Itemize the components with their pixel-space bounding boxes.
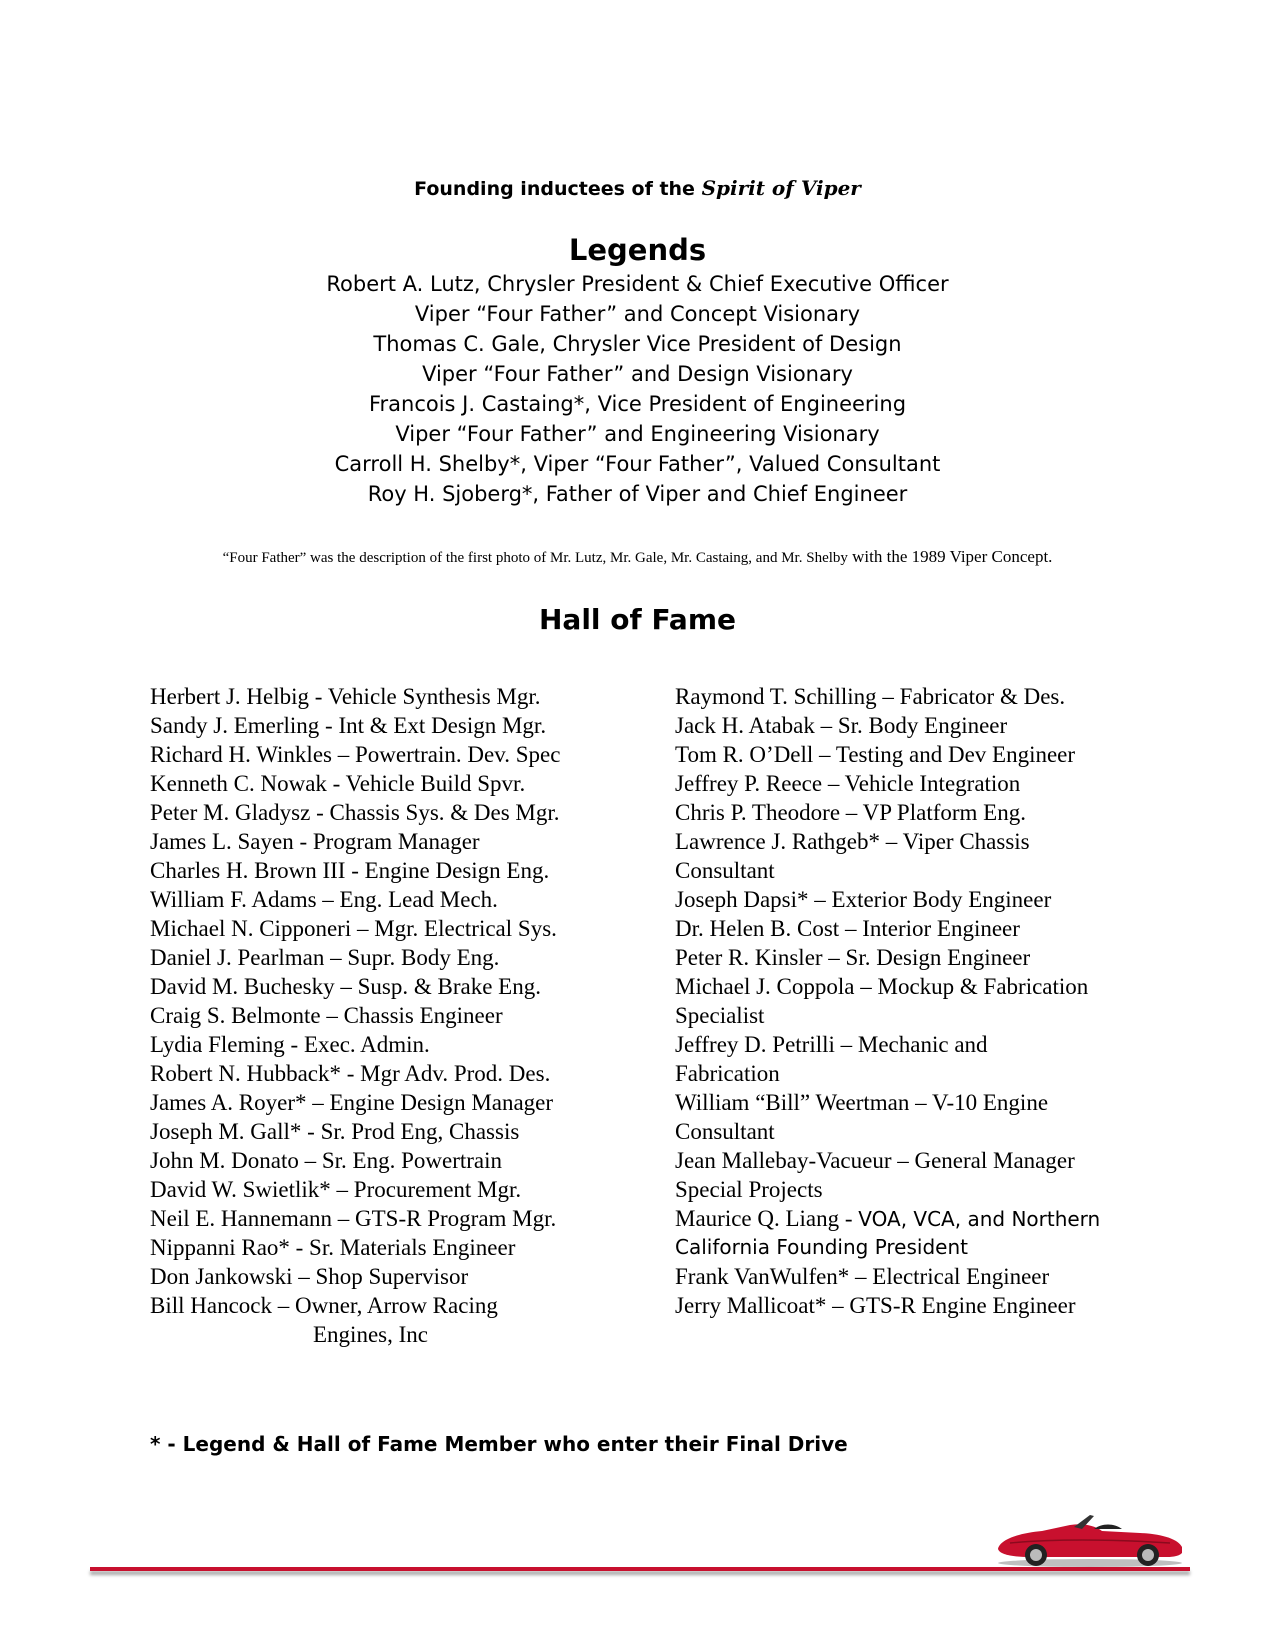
hof-entry: Jeffrey P. Reece – Vehicle Integration	[675, 771, 1021, 796]
hof-entry-continuation: Engines, Inc	[313, 1322, 428, 1347]
hof-entry: James L. Sayen - Program Manager	[150, 829, 480, 854]
legend-line: Francois J. Castaing*, Vice President of Engineering	[368, 392, 907, 416]
legend-line: Viper “Four Father” and Engineering Visionary	[395, 422, 880, 446]
hof-entry: Jack H. Atabak – Sr. Body Engineer	[675, 713, 1008, 738]
hof-entry-continuation: Special Projects	[675, 1177, 823, 1202]
hof-entry: Peter M. Gladysz - Chassis Sys. & Des Mgr.	[150, 800, 560, 825]
footer-rule	[90, 1567, 1190, 1571]
hof-entry: William F. Adams – Eng. Lead Mech.	[150, 887, 498, 912]
hof-entry: Sandy J. Emerling - Int & Ext Design Mgr.	[150, 713, 547, 738]
hof-entry: David M. Buchesky – Susp. & Brake Eng.	[150, 974, 541, 999]
hof-entry: Daniel J. Pearlman – Supr. Body Eng.	[150, 945, 500, 970]
footnote: * - Legend & Hall of Fame Member who enter their Final Drive	[150, 1432, 848, 1456]
hof-entry: Robert N. Hubback* - Mgr Adv. Prod. Des.	[150, 1061, 551, 1086]
hof-entry: Neil E. Hannemann – GTS-R Program Mgr.	[150, 1206, 557, 1231]
hof-entry: Jerry Mallicoat* – GTS-R Engine Engineer	[675, 1293, 1076, 1318]
hof-entry: Chris P. Theodore – VP Platform Eng.	[675, 800, 1026, 825]
hof-entry-continuation: California Founding President	[675, 1235, 968, 1259]
legend-line: Carroll H. Shelby*, Viper “Four Father”, Valued Consultant	[334, 452, 941, 476]
legend-line: Viper “Four Father” and Design Visionary	[422, 362, 853, 386]
legend-line: Robert A. Lutz, Chrysler President & Chief Executive Officer	[326, 272, 949, 296]
hall-of-fame-title: Hall of Fame	[539, 603, 736, 636]
legend-line: Thomas C. Gale, Chrysler Vice President of Design	[373, 332, 902, 356]
hof-entry-continuation: Fabrication	[675, 1061, 780, 1086]
hof-entry: Michael N. Cipponeri – Mgr. Electrical Sys.	[150, 916, 557, 941]
hof-entry: Kenneth C. Nowak - Vehicle Build Spvr.	[150, 771, 526, 796]
hof-entry-name: Maurice Q. Liang -	[675, 1206, 859, 1231]
hof-entry-continuation: Specialist	[675, 1003, 765, 1028]
hof-entry-role: VOA, VCA, and Northern	[858, 1207, 1101, 1231]
legend-line: Viper “Four Father” and Concept Visionary	[414, 302, 861, 326]
legends-title: Legends	[568, 233, 707, 267]
hof-entry	[675, 1204, 1145, 1233]
hof-entry: Joseph M. Gall* - Sr. Prod Eng, Chassis	[150, 1119, 520, 1144]
hof-entry: Jeffrey D. Petrilli – Mechanic and	[675, 1032, 988, 1057]
hof-entry: Richard H. Winkles – Powertrain. Dev. Spec	[150, 742, 561, 767]
hof-entry: Nippanni Rao* - Sr. Materials Engineer	[150, 1235, 516, 1260]
hall-of-fame-left-column	[150, 682, 650, 1349]
hof-entry-continuation: Consultant	[675, 858, 775, 883]
hof-entry: Tom R. O’Dell – Testing and Dev Engineer	[675, 742, 1076, 767]
hof-entry: James A. Royer* – Engine Design Manager	[150, 1090, 554, 1115]
hof-entry: Don Jankowski – Shop Supervisor	[150, 1264, 469, 1289]
hof-entry: Herbert J. Helbig - Vehicle Synthesis Mgr.	[150, 684, 541, 709]
hof-entry: Craig S. Belmonte – Chassis Engineer	[150, 1003, 503, 1028]
hof-entry: Michael J. Coppola – Mockup & Fabrication	[675, 974, 1089, 999]
hof-entry: John M. Donato – Sr. Eng. Powertrain	[150, 1148, 503, 1173]
hof-entry: William “Bill” Weertman – V-10 Engine	[675, 1090, 1049, 1115]
hof-entry: Jean Mallebay-Vacueur – General Manager	[675, 1148, 1075, 1173]
hall-of-fame-right-column	[675, 682, 1145, 1320]
hof-entry-continuation: Consultant	[675, 1119, 775, 1144]
hof-entry: Bill Hancock – Owner, Arrow Racing	[150, 1293, 498, 1318]
hof-entry: Frank VanWulfen* – Electrical Engineer	[675, 1264, 1050, 1289]
hof-entry: David W. Swietlik* – Procurement Mgr.	[150, 1177, 522, 1202]
hof-entry: Peter R. Kinsler – Sr. Design Engineer	[675, 945, 1031, 970]
note-tail: with the 1989 Viper Concept.	[847, 547, 1053, 566]
hof-entry: Raymond T. Schilling – Fabricator & Des.	[675, 684, 1066, 709]
intro-heading	[0, 176, 1275, 200]
hof-entry: Lawrence J. Rathgeb* – Viper Chassis	[675, 829, 1030, 854]
hof-entry: Lydia Fleming - Exec. Admin.	[150, 1032, 430, 1057]
hof-entry: Charles H. Brown III - Engine Design Eng.	[150, 858, 550, 883]
four-father-note	[0, 547, 1275, 567]
hof-entry: Dr. Helen B. Cost – Interior Engineer	[675, 916, 1020, 941]
red-viper-car-image	[990, 1503, 1190, 1569]
intro-prefix: Founding inductees of the	[414, 178, 702, 200]
legend-line: Roy H. Sjoberg*, Father of Viper and Chief Engineer	[367, 482, 908, 506]
intro-emphasis: Spirit of Viper	[701, 176, 861, 200]
note-main: “Four Father” was the description of the first photo of Mr. Lutz, Mr. Gale, Mr. Castaing, and Mr. Shelby	[222, 550, 848, 566]
hof-entry: Joseph Dapsi* – Exterior Body Engineer	[675, 887, 1052, 912]
